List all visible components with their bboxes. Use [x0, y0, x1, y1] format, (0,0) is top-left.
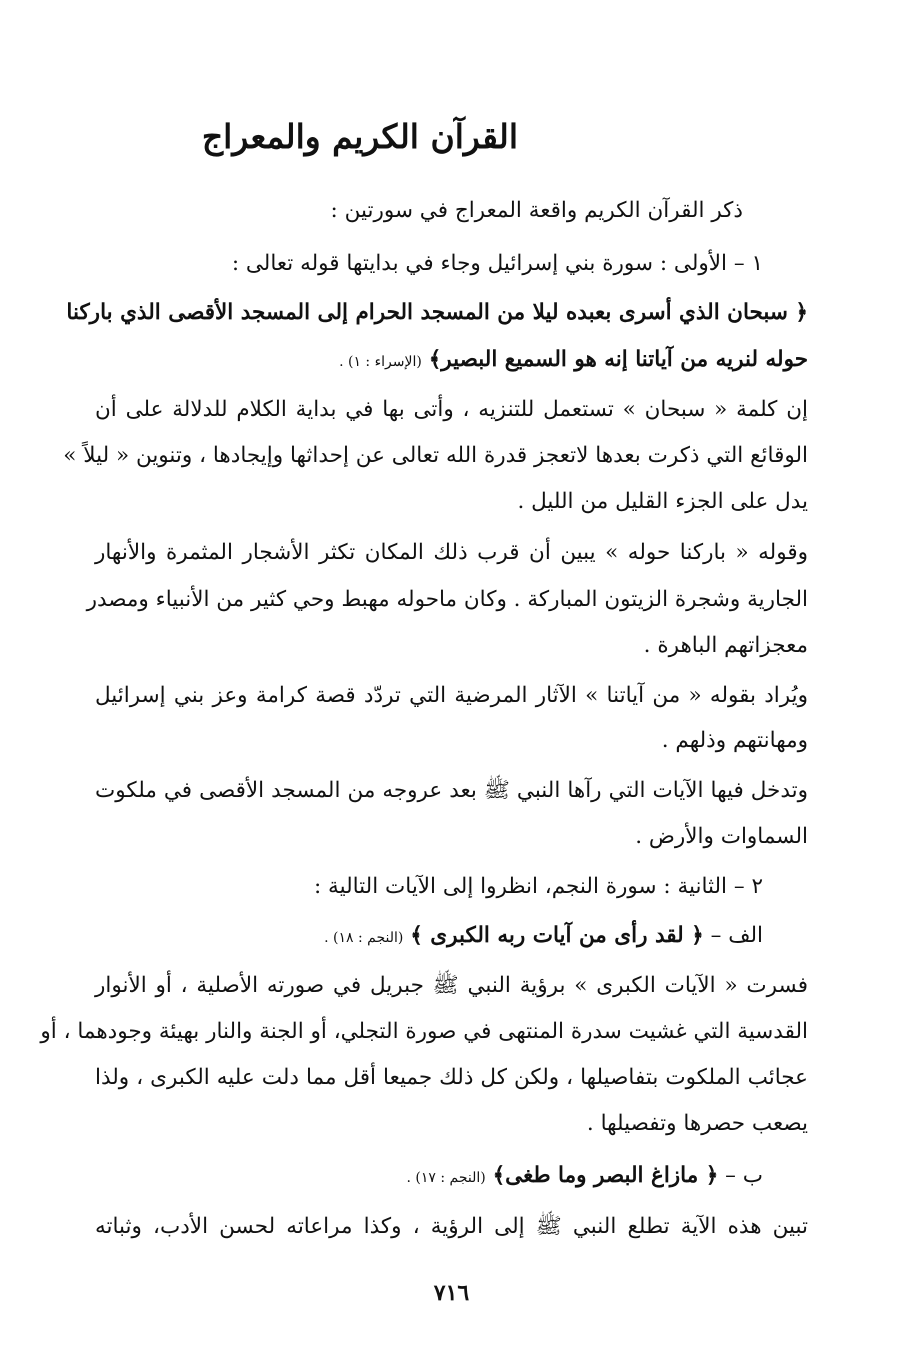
verse-reference: (النجم : ١٨) . — [324, 930, 404, 946]
paragraph-line: عجائب الملكوت بتفاصيلها ، ولكن كل ذلك جميعا أقل مما دلت عليه الكبرى ، ولذا — [95, 1065, 808, 1090]
paragraph-line: السماوات والأرض . — [635, 824, 808, 849]
paragraph-line: وتدخل فيها الآيات التي رآها النبي ﷺ بعد عروجه من المسجد الأقصى في ملكوت — [95, 778, 808, 803]
verse-item-alef — [324, 916, 763, 958]
paragraph-line: ومهانتهم وذلهم . — [661, 728, 808, 753]
paragraph-line: وقوله « باركنا حوله » يبين أن قرب ذلك المكان تكثر الأشجار المثمرة والأنهار — [95, 540, 808, 565]
quran-verse-text: ﴿ لقد رأى من آيات ربه الكبرى ﴾ — [410, 923, 704, 948]
paragraph-line: الوقائع التي ذكرت بعدها لاتعجز قدرة الله تعالى عن إحداثها وإيجادها ، وتنوين « ليلاً » — [63, 443, 808, 468]
second-surah-line: ٢ – الثانية : سورة النجم، انظروا إلى الآيات التالية : — [313, 874, 763, 899]
paragraph-line: إن كلمة « سبحان » تستعمل للتنزيه ، وأتى بها في بداية الكلام للدلالة على أن — [95, 397, 808, 422]
paragraph-line: يدل على الجزء القليل من الليل . — [517, 489, 808, 514]
paragraph-line: فسرت « الآيات الكبرى » برؤية النبي ﷺ جبريل في صورته الأصلية ، أو الأنوار — [95, 973, 808, 998]
paragraph-line: معجزاتهم الباهرة . — [643, 633, 808, 658]
quran-verse-text: ﴿ مازاغ البصر وما طغى﴾ — [492, 1163, 719, 1188]
page-number: ٧١٦ — [433, 1280, 470, 1306]
paragraph-line: ويُراد بقوله « من آياتنا » الآثار المرضية التي تردّد قصة كرامة وعز بني إسرائيل — [95, 683, 808, 708]
intro-line: ذكر القرآن الكريم واقعة المعراج في سورتين : — [330, 198, 743, 223]
item-marker: الف – — [710, 923, 763, 948]
quran-verse-text: حوله لنريه من آياتنا إنه هو السميع البصير﴾ — [428, 347, 808, 372]
quran-verse-line-1: ﴿ سبحان الذي أسرى بعبده ليلا من المسجد الحرام إلى المسجد الأقصى الذي باركنا — [66, 300, 808, 325]
quran-verse-line-2 — [339, 340, 808, 382]
paragraph-line: القدسية التي غشيت سدرة المنتهى في صورة التجلي، أو الجنة والنار بهيئة وجودهما ، أو — [40, 1019, 808, 1044]
first-surah-line: ١ – الأولى : سورة بني إسرائيل وجاء في بدايتها قوله تعالى : — [231, 251, 763, 276]
verse-reference: (النجم : ١٧) . — [406, 1170, 486, 1186]
paragraph-line: يصعب حصرها وتفصيلها . — [586, 1111, 808, 1136]
page-title: القرآن الكريم والمعراج — [201, 117, 518, 156]
verse-reference: (الإسراء : ١) . — [339, 354, 422, 370]
paragraph-line: تبين هذه الآية تطلع النبي ﷺ إلى الرؤية ، وكذا مراعاته لحسن الأدب، وثباته — [95, 1214, 808, 1239]
paragraph-line: الجارية وشجرة الزيتون المباركة . وكان ماحوله مهبط وحي كثير من الأنبياء ومصدر — [86, 587, 808, 612]
item-marker: ب – — [725, 1163, 763, 1188]
verse-item-ba — [406, 1156, 763, 1198]
